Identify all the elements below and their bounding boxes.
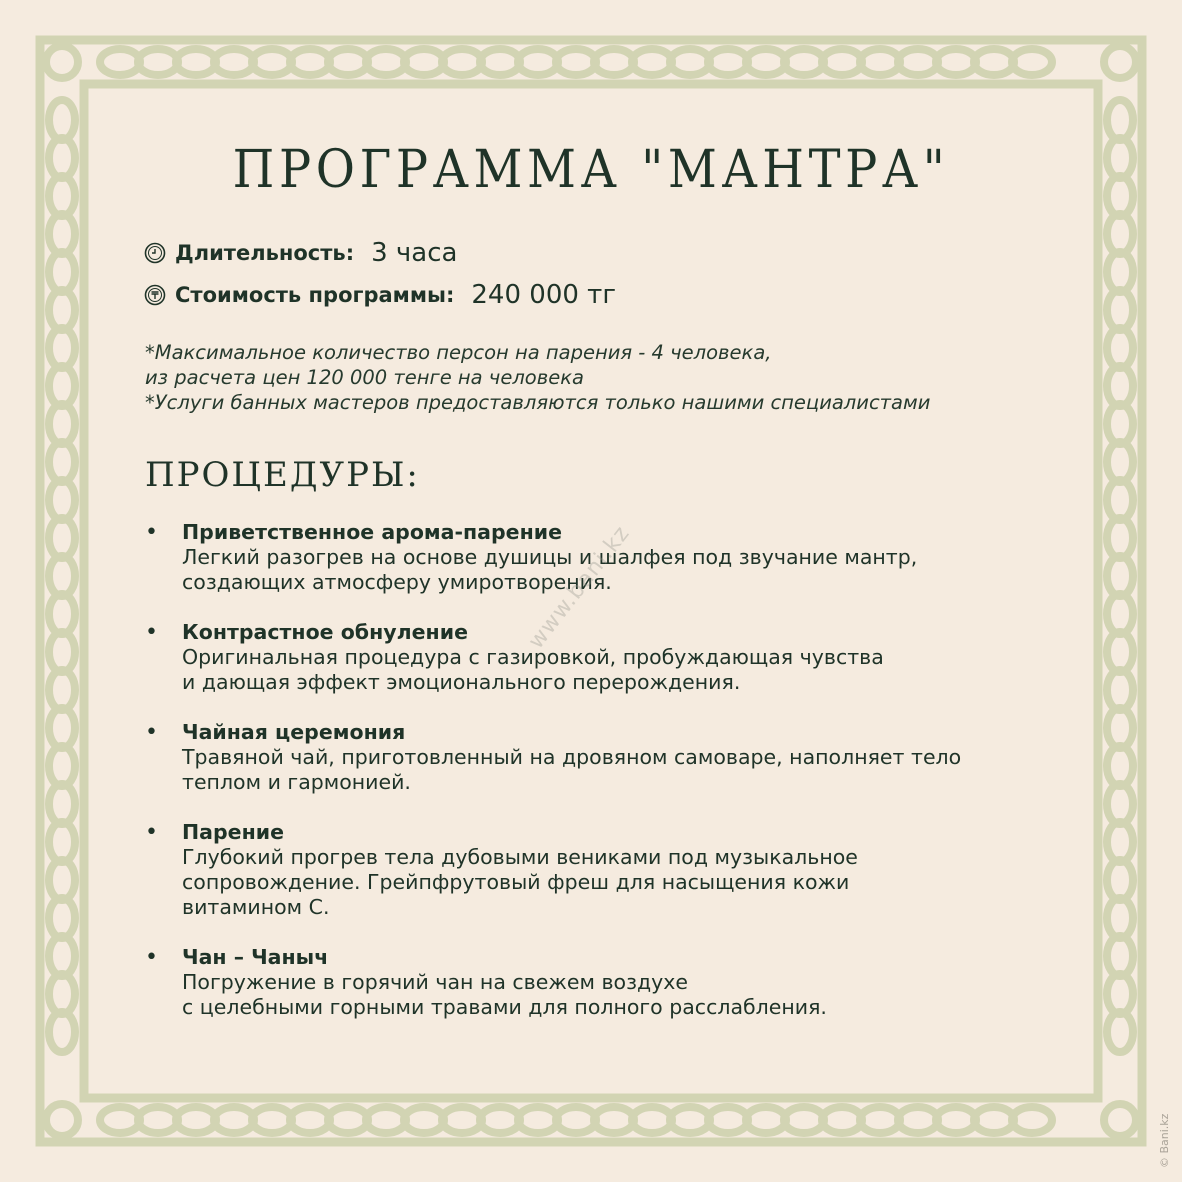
note-line: *Услуги банных мастеров предоставляются только нашими специалистами xyxy=(145,391,931,414)
bullet-icon: • xyxy=(145,520,158,545)
procedure-title: Парение xyxy=(182,820,284,844)
procedures-heading: ПРОЦЕДУРЫ: xyxy=(145,455,420,495)
procedure-title: Контрастное обнуление xyxy=(182,620,468,644)
procedure-title: Чан – Чаныч xyxy=(182,945,329,969)
price-label: Стоимость программы: xyxy=(175,283,455,307)
frame-corner xyxy=(46,1104,78,1136)
tenge-icon xyxy=(144,284,166,306)
clock-icon xyxy=(144,242,166,264)
note-line: из расчета цен 120 000 тенге на человека xyxy=(145,366,584,389)
note-line: *Максимальное количество персон на парения - 4 человека, xyxy=(145,341,772,364)
price-value: 240 000 тг xyxy=(471,280,616,310)
list-item xyxy=(145,945,1045,1020)
procedure-description: Погружение в горячий чан на свежем воздухе с целебными горными травами для полного расслабления. xyxy=(182,970,827,1019)
list-item xyxy=(145,820,1045,920)
procedures-list xyxy=(145,520,1045,1045)
copyright: © Bani.kz xyxy=(1158,1113,1171,1168)
procedure-title: Чайная церемония xyxy=(182,720,406,744)
bullet-icon: • xyxy=(145,720,158,745)
bullet-icon: • xyxy=(145,820,158,845)
frame-corner xyxy=(1104,1104,1136,1136)
procedure-title: Приветственное арома-парение xyxy=(182,520,563,544)
watermark: www.bani.kz xyxy=(523,521,636,654)
duration-row xyxy=(144,238,457,268)
notes-block xyxy=(145,340,930,415)
frame-corner xyxy=(1104,46,1136,78)
procedure-description: Оригинальная процедура с газировкой, пробуждающая чувства и дающая эффект эмоционального перерождения. xyxy=(182,645,884,694)
bullet-icon: • xyxy=(145,620,158,645)
frame-corner xyxy=(46,46,78,78)
procedure-description: Легкий разогрев на основе душицы и шалфея под звучание мантр, создающих атмосферу умиротворения. xyxy=(182,545,918,594)
price-row xyxy=(144,280,616,310)
list-item xyxy=(145,620,1045,695)
page-title: ПРОГРАММА "МАНТРА" xyxy=(232,140,950,200)
procedure-description: Травяной чай, приготовленный на дровяном самоваре, наполняет тело теплом и гармонией. xyxy=(182,745,962,794)
duration-value: 3 часа xyxy=(371,238,458,268)
procedure-description: Глубокий прогрев тела дубовыми вениками под музыкальное сопровождение. Грейпфрутовый фреш для насыщения кожи витамином С. xyxy=(182,845,858,919)
list-item xyxy=(145,720,1045,795)
duration-label: Длительность: xyxy=(175,241,355,265)
bullet-icon: • xyxy=(145,945,158,970)
